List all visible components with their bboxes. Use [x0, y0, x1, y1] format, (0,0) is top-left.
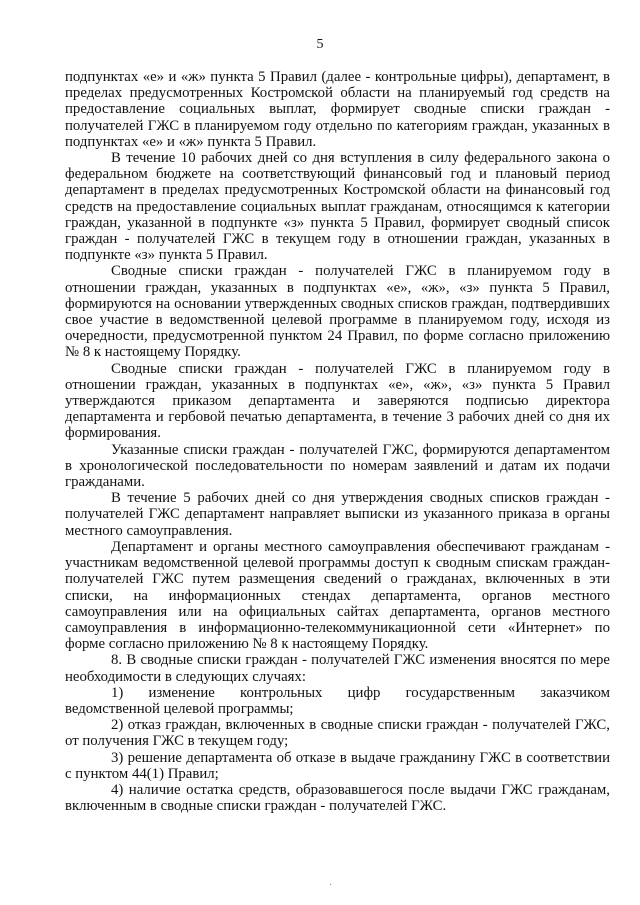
paragraph-five-days: В течение 5 рабочих дней со дня утверждения сводных списков граждан - получателей ГЖС департамент направляет выписки из указанного приказа в органы местного самоуправления. [65, 490, 610, 539]
paragraph-item-8: 8. В сводные списки граждан - получателей ГЖС изменения вносятся по мере необходимости в следующих случаях: [65, 652, 610, 685]
list-item-3: 3) решение департамента об отказе в выдаче гражданину ГЖС в соответствии с пунктом 44(1) Правил; [65, 749, 610, 782]
paragraph-lists-formation: Сводные списки граждан - получателей ГЖС в планируемом году в отношении граждан, указанных в подпунктах «е», «ж», «з» пункта 5 Правил, формируются на основании утвержденных сводных списков граждан, подтвердивших свое участие в ведомственной целевой программе в планируемом году, исходя из очередности, предусмотренной пунктом 24 Правил, по форме согласно приложению № 8 к настоящему Порядку. [65, 263, 610, 361]
list-item-2: 2) отказ граждан, включенных в сводные списки граждан - получателей ГЖС, от получения ГЖС в текущем году; [65, 717, 610, 750]
paragraph-lists-approval: Сводные списки граждан - получателей ГЖС в планируемом году в отношении граждан, указанных в подпунктах «е», «ж», «з» пункта 5 Правил утверждаются приказом департамента и заверяются подписью директора департамента и гербовой печатью департамента, в течение 3 рабочих дней со дня их формирования. [65, 360, 610, 442]
list-item-1: 1) изменение контрольных цифр государственным заказчиком [111, 684, 610, 701]
paragraph-chronological-order: Указанные списки граждан - получателей ГЖС, формируются департаментом в хронологической последовательности по номерам заявлений и датам их подачи гражданами. [65, 441, 610, 491]
list-item-1-continuation: ведомственной целевой программы; [65, 700, 294, 717]
scan-speck: · [329, 880, 333, 891]
paragraph-ten-days: В течение 10 рабочих дней со дня вступления в силу федерального закона о федеральном бюджете на соответствующий финансовый год и плановый период департамент в пределах предусмотренных Костромской области на финансовый год средств на предоставление социальных выплат гражданам, относящимся к категории граждан, указанной в подпункте «з» пункта 5 Правил, формирует сводный список граждан - получателей ГЖС в текущем году в отношении граждан, указанных в подпункте «з» пункта 5 Правил. [65, 150, 610, 264]
paragraph-access: Департамент и органы местного самоуправления обеспечивают гражданам - участникам ведомственной целевой программы доступ к сводным спискам граждан-получателей ГЖС путем размещения сведений о гражданах, включенных в эти списки, на информационных стендах департамента, органов местного самоуправления или на официальных сайтах департамента, органов местного самоуправления в информационно-телекоммуникационной сети «Интернет» по форме согласно приложению № 8 к настоящему Порядку. [65, 538, 610, 653]
document-body [65, 69, 610, 814]
page-number: 5 [316, 37, 324, 52]
paragraph-control-figures: подпунктах «е» и «ж» пункта 5 Правил (далее - контрольные цифры), департамент, в пределах предусмотренных Костромской области на планируемый год средств на предоставление социальных выплат, формирует сводные списки граждан - получателей ГЖС в планируемом году отдельно по категориям граждан, указанных в подпунктах «е» и «ж» пункта 5 Правил. [65, 69, 610, 150]
list-item-4: 4) наличие остатка средств, образовавшегося после выдачи ГЖС гражданам, включенным в сводные списки граждан - получателей ГЖС. [65, 781, 610, 815]
